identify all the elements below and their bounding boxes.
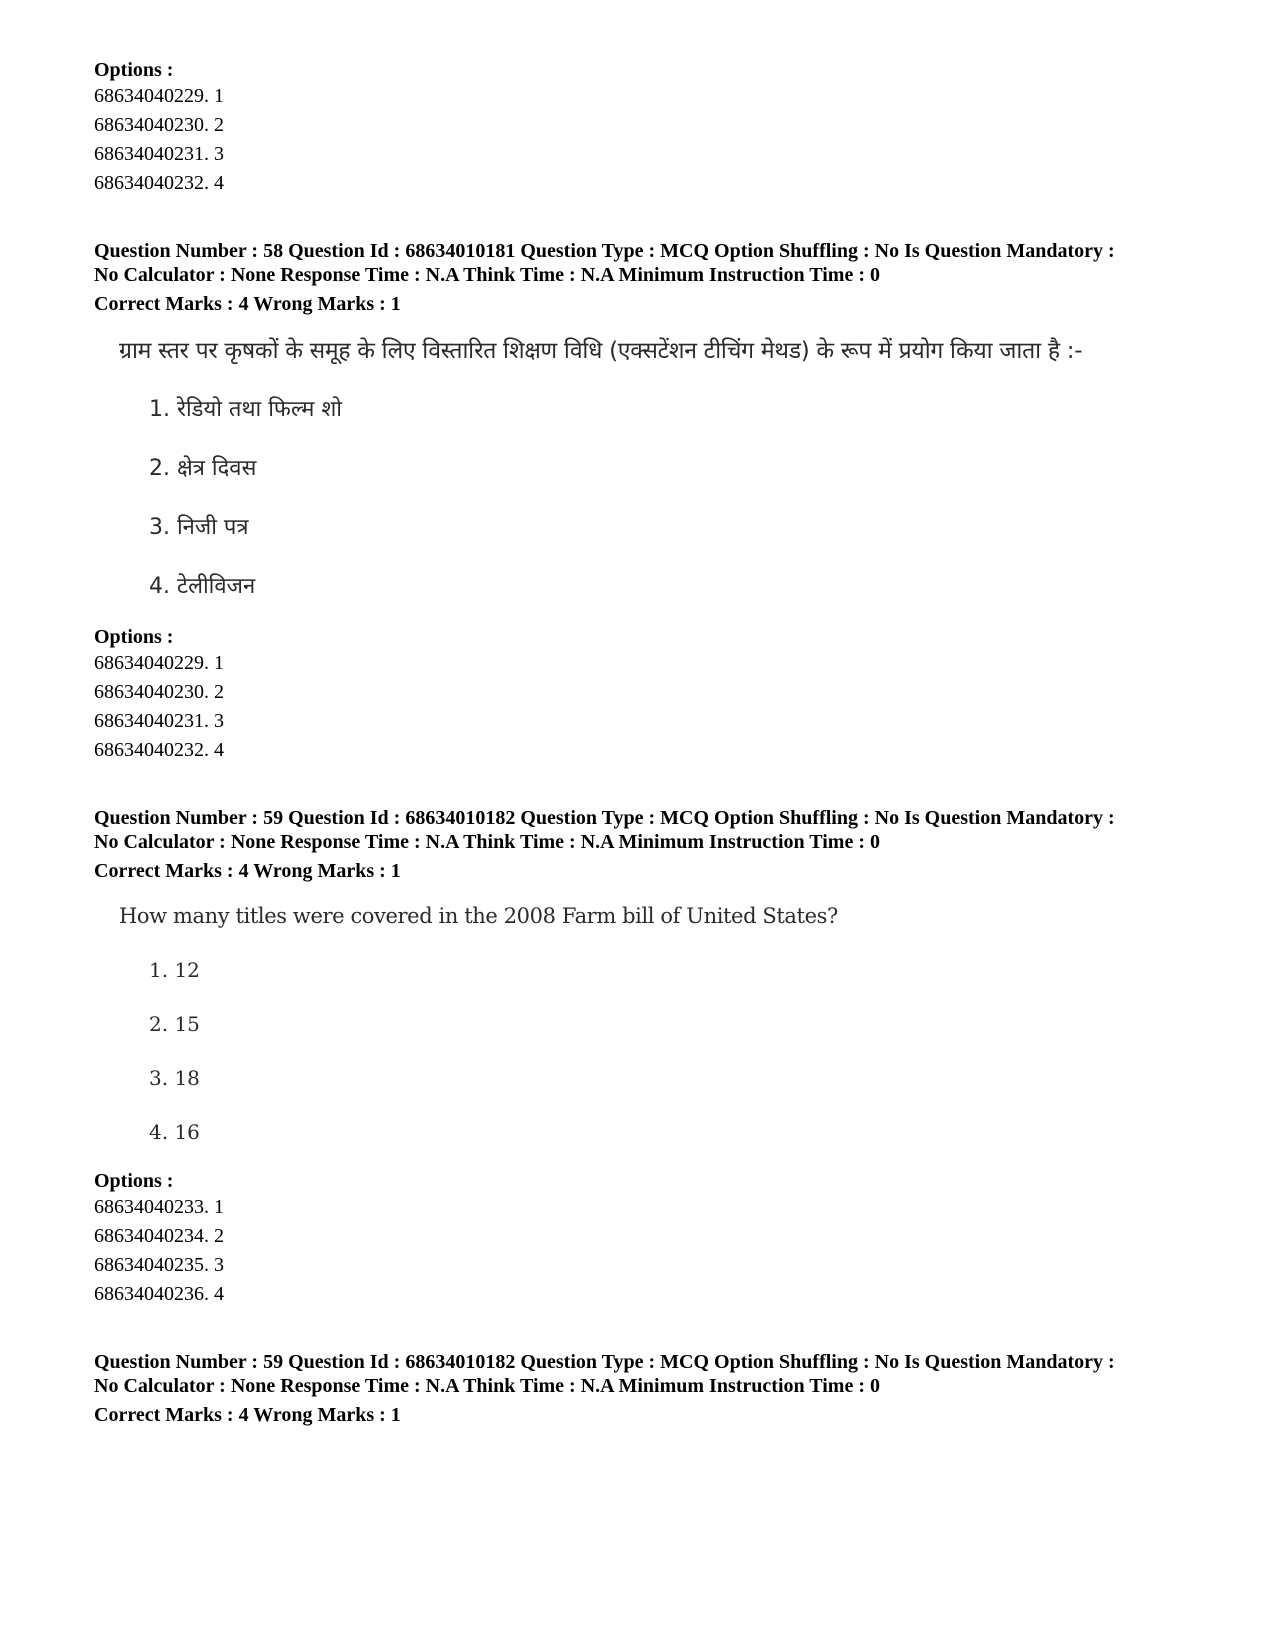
question-58	[94, 239, 1194, 765]
option-line: 68634040229. 1	[94, 85, 224, 107]
option-line: 68634040232. 4	[94, 739, 224, 761]
question-meta-line: No Calculator : None Response Time : N.A Think Time : N.A Minimum Instruction Time : 0	[94, 831, 880, 853]
question-59-repeat	[94, 1350, 1194, 1427]
options-block	[94, 1169, 1194, 1309]
question-marks: Correct Marks : 4 Wrong Marks : 1	[94, 860, 401, 882]
options-label: Options :	[94, 1170, 174, 1192]
question-59	[94, 806, 1194, 1309]
answer-choice: 1. रेडियो तथा फिल्म शो	[149, 397, 342, 422]
question-marks: Correct Marks : 4 Wrong Marks : 1	[94, 1404, 401, 1426]
option-line: 68634040230. 2	[94, 114, 224, 136]
question-content	[119, 337, 1194, 601]
option-line: 68634040235. 3	[94, 1254, 224, 1276]
option-line: 68634040230. 2	[94, 681, 224, 703]
answer-choice: 4. टेलीविजन	[149, 574, 256, 599]
option-line: 68634040234. 2	[94, 1225, 224, 1247]
question-meta-line: Question Number : 59 Question Id : 68634010182 Question Type : MCQ Option Shuffling : No Is Question Mandatory :	[94, 807, 1115, 829]
question-meta-line: Question Number : 58 Question Id : 68634010181 Question Type : MCQ Option Shuffling : No Is Question Mandatory :	[94, 240, 1115, 262]
answer-choice: 3. निजी पत्र	[149, 515, 249, 540]
option-line: 68634040232. 4	[94, 172, 224, 194]
options-block	[94, 625, 1194, 765]
answer-choice: 2. 15	[149, 1012, 200, 1036]
top-options-block	[94, 58, 1194, 198]
answer-choice: 4. 16	[149, 1120, 200, 1144]
question-meta-line: Question Number : 59 Question Id : 68634010182 Question Type : MCQ Option Shuffling : No Is Question Mandatory :	[94, 1351, 1115, 1373]
option-line: 68634040231. 3	[94, 710, 224, 732]
answer-choice: 1. 12	[149, 958, 200, 982]
options-label: Options :	[94, 59, 174, 81]
answer-choice: 3. 18	[149, 1066, 200, 1090]
question-text: ग्राम स्तर पर कृषकों के समूह के लिए विस्तारित शिक्षण विधि (एक्सटेंशन टीचिंग मेथड) के रूप में प्रयोग किया जाता है :-	[119, 338, 1083, 364]
question-content	[119, 903, 1194, 1145]
answer-choice: 2. क्षेत्र दिवस	[149, 456, 257, 481]
option-line: 68634040231. 3	[94, 143, 224, 165]
document-page	[94, 58, 1194, 1427]
options-label: Options :	[94, 626, 174, 648]
option-line: 68634040233. 1	[94, 1196, 224, 1218]
question-meta-line: No Calculator : None Response Time : N.A Think Time : N.A Minimum Instruction Time : 0	[94, 1375, 880, 1397]
question-marks: Correct Marks : 4 Wrong Marks : 1	[94, 293, 401, 315]
option-line: 68634040236. 4	[94, 1283, 224, 1305]
question-text: How many titles were covered in the 2008 Farm bill of United States?	[119, 904, 838, 928]
question-meta-line: No Calculator : None Response Time : N.A Think Time : N.A Minimum Instruction Time : 0	[94, 264, 880, 286]
option-line: 68634040229. 1	[94, 652, 224, 674]
